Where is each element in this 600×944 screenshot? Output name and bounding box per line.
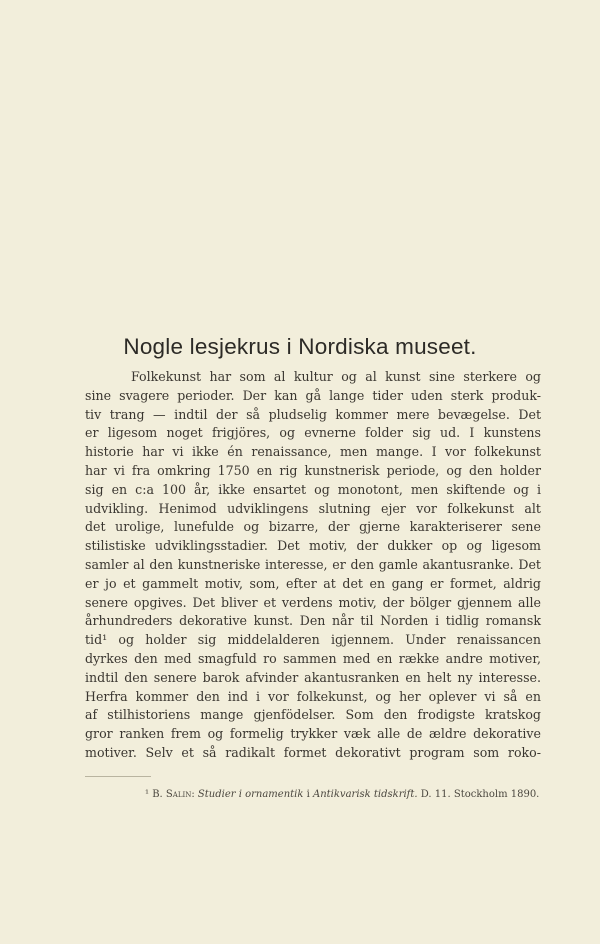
text-line: tiv trang — indtil der så pludselig kommer mere bevægelse. Det xyxy=(85,406,541,422)
text-line: historie har vi ikke én renaissance, men mange. I vor folkekunst xyxy=(85,444,541,460)
text-line: er ligesom noget frigjöres, og evnerne folder sig ud. I kunstens xyxy=(85,425,541,441)
footnote-work: Studier i ornamentik xyxy=(197,789,304,800)
text-line: har vi fra omkring 1750 en rig kunstnerisk periode, og den holder xyxy=(85,462,541,478)
text-line: gror ranken frem og formelig trykker væk alle de ældre dekorative xyxy=(85,726,541,742)
text-line: samler al den kunstneriske interesse, er den gamle akantusranke. Det xyxy=(85,556,541,572)
footnote-journal: Antikvarisk tidskrift. xyxy=(312,789,418,800)
footnote-divider xyxy=(85,776,151,777)
text-line: det urolige, lunefulde og bizarre, der gjerne karakteriserer sene xyxy=(85,519,541,535)
text-line: udvikling. Henimod udviklingens slutning ejer vor folkekunst alt xyxy=(85,500,541,516)
footnote-author: B. Salin: xyxy=(152,789,195,800)
footnote-rest: D. 11. Stockholm 1890. xyxy=(420,789,540,800)
text-line: tid¹ og holder sig middelalderen igjennem. Under renaissancen xyxy=(85,632,541,648)
text-line: senere opgives. Det bliver et verdens motiv, der bölger gjennem alle xyxy=(85,594,541,610)
text-line: Folkekunst har som al kultur og al kunst sine sterkere og xyxy=(131,369,541,384)
text-line: århundreders dekorative kunst. Den når til Norden i tidlig romansk xyxy=(85,613,541,629)
text-line: af stilhistoriens mange gjenfödelser. Som den frodigste kratskog xyxy=(85,707,541,723)
text-line: motiver. Selv et så radikalt formet dekorativt program som roko- xyxy=(85,744,541,760)
footnote-marker: ¹ xyxy=(145,789,150,800)
text-line: Herfra kommer den ind i vor folkekunst, og her oplever vi så en xyxy=(85,688,541,704)
article-title: Nogle lesjekrus i Nordiska museet. xyxy=(123,334,477,359)
text-line: er jo et gammelt motiv, som, efter at det en gang er formet, aldrig xyxy=(85,575,541,591)
footnote-connector: i xyxy=(306,789,310,800)
text-line: indtil den senere barok afvinder akantusranken en helt ny interesse. xyxy=(85,669,541,685)
footnote xyxy=(145,789,539,800)
article-body xyxy=(85,368,541,763)
text-line: stilistiske udviklingsstadier. Det motiv, der dukker op og ligesom xyxy=(85,538,541,554)
text-line: sine svagere perioder. Der kan gå lange tider uden sterk produk- xyxy=(85,387,541,403)
text-line: dyrkes den med smagfuld ro sammen med en række andre motiver, xyxy=(85,650,541,666)
text-line: sig en c:a 100 år, ikke ensartet og monotont, men skiftende og i xyxy=(85,481,541,497)
